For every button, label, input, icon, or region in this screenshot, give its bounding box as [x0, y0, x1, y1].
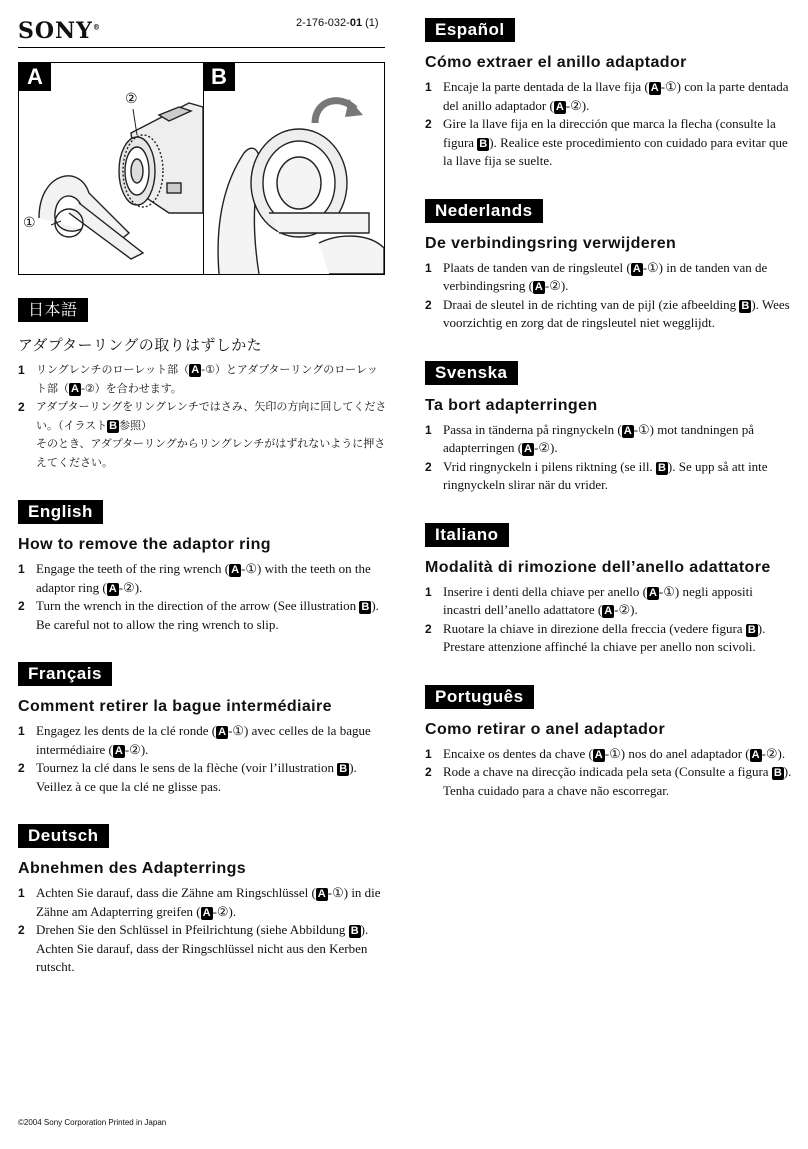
- section-swedish: [425, 361, 793, 495]
- heading-es: Cómo extraer el anillo adaptador: [425, 54, 687, 71]
- note-ja: そのとき、アダプターリングからリングレンチがはずれないように押さえてください。: [36, 437, 386, 469]
- step-nl-2: [425, 296, 793, 333]
- box-a-icon: A: [218, 726, 227, 738]
- step-number: 1: [425, 422, 432, 437]
- box-a-icon: A: [114, 744, 123, 757]
- section-spanish: [425, 18, 793, 171]
- step-text-segment: Tournez la clé dans le sens de la flèche (voir l’illustration: [36, 760, 338, 775]
- illustration-panel: [18, 62, 385, 275]
- step-text-segment: ). Prestare attenzione affinché la chiave per anello non scivoli.: [443, 620, 766, 654]
- section-tag-en: English: [18, 500, 103, 524]
- heading-pt: Como retirar o anel adaptador: [425, 720, 666, 738]
- step-text-segment: Drehen Sie den Schlüssel in Pfeilrichtung (siehe Abbildung: [36, 922, 349, 937]
- step-ja-2: [18, 398, 388, 435]
- box-a-icon: A: [524, 443, 532, 455]
- step-nl-1: [425, 259, 793, 296]
- callout-1: ①: [23, 216, 36, 231]
- figure-a-label: A: [19, 63, 51, 91]
- box-b-icon: B: [350, 925, 359, 937]
- step-text-segment: ). Wees voorzichtig en zorg dat de ringsleutel niet wegglijdt.: [443, 296, 790, 330]
- step-text-segment: Plaats de tanden van de ringsleutel (: [443, 259, 631, 275]
- box-b-icon: B: [747, 623, 756, 636]
- section-tag-de: Deutsch: [18, 824, 109, 848]
- box-b-icon: B: [109, 419, 118, 432]
- step-text-segment: -②).: [544, 278, 569, 293]
- step-number: 1: [425, 584, 432, 599]
- box-b-icon: B: [339, 763, 348, 775]
- box-a-icon: A: [604, 605, 613, 617]
- step-text-segment: Draai de sleutel in de richting van de pijl (zie afbeelding: [443, 296, 740, 312]
- doc-number-suffix: (1): [362, 17, 379, 29]
- step-number: 2: [18, 400, 25, 414]
- step-number: 1: [425, 260, 432, 275]
- step-number: 1: [18, 886, 25, 900]
- step-text-segment: -②).: [124, 741, 149, 757]
- step-text-segment: -①) nos do anel adaptador (: [604, 745, 750, 761]
- callout-2: ②: [125, 92, 138, 107]
- step-number: 2: [18, 599, 25, 613]
- step-de-1: [18, 884, 388, 921]
- step-text-segment: -①) in de tanden van de verbindingsring (: [443, 259, 768, 293]
- step-ja-1: [18, 361, 388, 398]
- step-number: 2: [425, 459, 432, 474]
- camcorder-illustration: [119, 103, 203, 213]
- box-a-icon: A: [751, 748, 760, 761]
- hands-ring-illustration: [218, 129, 384, 274]
- step-text-segment: Rode a chave na direcção indicada pela seta (Consulte a figura: [443, 764, 772, 779]
- step-text-segment: ). Realice este procedimiento con cuidado para evitar que la llave fija se suelte.: [443, 134, 788, 168]
- section-dutch: [425, 199, 793, 333]
- step-text-segment: -②).: [534, 440, 558, 455]
- step-text-segment: -①）とアダプターリングのローレット部（: [36, 363, 378, 395]
- box-a-icon: A: [108, 582, 117, 595]
- step-number: 2: [18, 923, 25, 937]
- step-text-segment: ). Tenha cuidado para a chave não escorregar.: [443, 764, 792, 798]
- box-a-icon: A: [317, 888, 326, 900]
- section-english: [18, 500, 388, 634]
- step-text-segment: -②).: [212, 903, 237, 919]
- step-number: 2: [425, 765, 432, 779]
- step-number: 1: [425, 746, 432, 761]
- step-text-segment: Engagez les dents de la clé ronde (: [36, 723, 217, 738]
- step-text-segment: リングレンチのローレット部（: [36, 363, 190, 376]
- box-a-icon: A: [71, 382, 79, 395]
- brand-mark: ®: [92, 22, 101, 32]
- heading-de: Abnehmen des Adapterrings: [18, 860, 247, 877]
- brand-name: SONY: [18, 18, 93, 44]
- heading-ja: アダプターリングの取りはずしかた: [18, 336, 263, 354]
- step-text-segment: Encaixe os dentes da chave (: [443, 745, 593, 761]
- heading-sv: Ta bort adapterringen: [425, 396, 598, 414]
- box-a-icon: A: [623, 424, 632, 437]
- step-text-segment: Ruotare la chiave in direzione della freccia (vedere figura: [443, 620, 746, 636]
- box-a-icon: A: [202, 906, 211, 919]
- section-italian: [425, 523, 793, 657]
- document-number: [296, 17, 379, 29]
- step-text-segment: -①) negli appositi incastri dell’anello adattatore (: [443, 583, 753, 617]
- step-en-2: [18, 597, 388, 634]
- section-german: [18, 824, 388, 977]
- step-text-segment: Passa in tänderna på ringnyckeln (: [443, 421, 622, 437]
- step-text-segment: Encaje la parte dentada de la llave fija (: [443, 79, 649, 94]
- box-a-icon: A: [231, 564, 240, 576]
- box-a-icon: A: [191, 364, 200, 376]
- section-tag-sv: Svenska: [425, 361, 518, 385]
- step-text-segment: ). Veillez à ce que la clé ne glisse pas.: [36, 760, 357, 794]
- step-number: 2: [18, 761, 25, 775]
- step-text-segment: アダプターリングをリングレンチではさみ、矢印の方向に回してください。（イラスト: [36, 400, 387, 432]
- step-en-1: [18, 560, 388, 597]
- step-number: 2: [425, 297, 432, 312]
- step-fr-1: [18, 722, 388, 759]
- step-text-segment: Turn the wrench in the direction of the arrow (See illustration: [36, 598, 360, 613]
- step-text-segment: Inserire i denti della chiave per anello (: [443, 583, 647, 599]
- section-japanese: [18, 298, 388, 472]
- box-b-icon: B: [479, 137, 488, 150]
- step-text-segment: -②).: [118, 579, 143, 595]
- box-a-icon: A: [555, 100, 564, 113]
- step-text-segment: -②).: [614, 602, 638, 617]
- box-a-icon: A: [594, 748, 603, 761]
- box-b-icon: B: [773, 767, 782, 779]
- doc-number-bold: 01: [349, 17, 363, 29]
- step-number: 2: [425, 117, 432, 131]
- box-a-icon: A: [650, 82, 659, 94]
- section-tag-es: Español: [425, 18, 515, 42]
- step-number: 1: [18, 363, 25, 377]
- section-french: [18, 662, 388, 796]
- doc-number-prefix: 2-176-032-: [296, 17, 350, 29]
- section-tag-fr: Français: [18, 662, 112, 686]
- step-de-2: [18, 921, 388, 977]
- footer-copyright: ©2004 Sony Corporation Printed in Japan: [18, 1118, 167, 1127]
- step-number: 2: [425, 621, 432, 636]
- step-text-segment: Gire la llave fija en la dirección que marca la flecha (consulte la figura: [443, 116, 776, 150]
- box-a-icon: A: [648, 586, 657, 599]
- box-b-icon: B: [741, 299, 750, 312]
- step-text-segment: ). Be careful not to allow the ring wrench to slip.: [36, 598, 379, 632]
- step-text-segment: Engage the teeth of the ring wrench (: [36, 561, 230, 576]
- box-a-icon: A: [632, 262, 641, 275]
- brand-logo: [18, 18, 101, 44]
- step-number: 1: [18, 562, 25, 576]
- figure-b-label: B: [203, 63, 235, 91]
- box-b-icon: B: [361, 601, 370, 613]
- step-text-segment: -①) in die Zähne am Adapterring greifen (: [36, 885, 381, 919]
- section-portuguese: [425, 685, 793, 801]
- step-fr-2: [18, 759, 388, 796]
- heading-en: How to remove the adaptor ring: [18, 536, 271, 553]
- step-text-segment: -②).: [761, 745, 786, 761]
- step-text-segment: ). Achten Sie darauf, dass der Ringschlüssel nicht aus den Kerben rutscht.: [36, 922, 369, 974]
- heading-nl: De verbindingsring verwijderen: [425, 234, 677, 252]
- step-text-segment: -②).: [565, 97, 590, 113]
- step-text-segment: Achten Sie darauf, dass die Zähne am Ringschlüssel (: [36, 885, 316, 900]
- step-text-segment: -①) with the teeth on the adaptor ring (: [36, 561, 371, 595]
- step-text-segment: -①) mot tandningen på adapterringen (: [443, 421, 754, 455]
- section-tag-it: Italiano: [425, 523, 509, 547]
- header-rule: [18, 47, 385, 48]
- step-es-2: [425, 115, 793, 171]
- box-b-icon: B: [657, 461, 666, 474]
- step-it-1: [425, 583, 793, 620]
- step-text-segment: Vrid ringnyckeln i pilens riktning (se ill.: [443, 458, 656, 474]
- illustration-drawing: [19, 63, 384, 274]
- step-text-segment: -①) avec celles de la bague intermédiaire (: [36, 723, 371, 757]
- step-sv-1: [425, 421, 793, 458]
- step-text-segment: -②）を合わせます。: [80, 381, 182, 395]
- step-text-segment: 参照）: [119, 418, 153, 432]
- step-it-2: [425, 620, 793, 657]
- step-es-1: [425, 78, 793, 115]
- heading-fr: Comment retirer la bague intermédiaire: [18, 698, 332, 715]
- step-number: 1: [18, 724, 25, 738]
- heading-it: Modalità di rimozione dell’anello adattatore: [425, 558, 771, 576]
- section-tag-nl: Nederlands: [425, 199, 543, 223]
- step-pt-1: [425, 745, 793, 764]
- step-text-segment: -①) con la parte dentada del anillo adaptador (: [443, 79, 789, 113]
- section-tag-pt: Português: [425, 685, 534, 709]
- step-pt-2: [425, 763, 793, 800]
- section-tag-ja: 日本語: [18, 298, 88, 322]
- step-sv-2: [425, 458, 793, 495]
- step-number: 1: [425, 80, 432, 94]
- box-a-icon: A: [534, 281, 543, 293]
- step-text-segment: ). Se upp så att inte ringnyckeln slirar när du vrider.: [443, 458, 768, 492]
